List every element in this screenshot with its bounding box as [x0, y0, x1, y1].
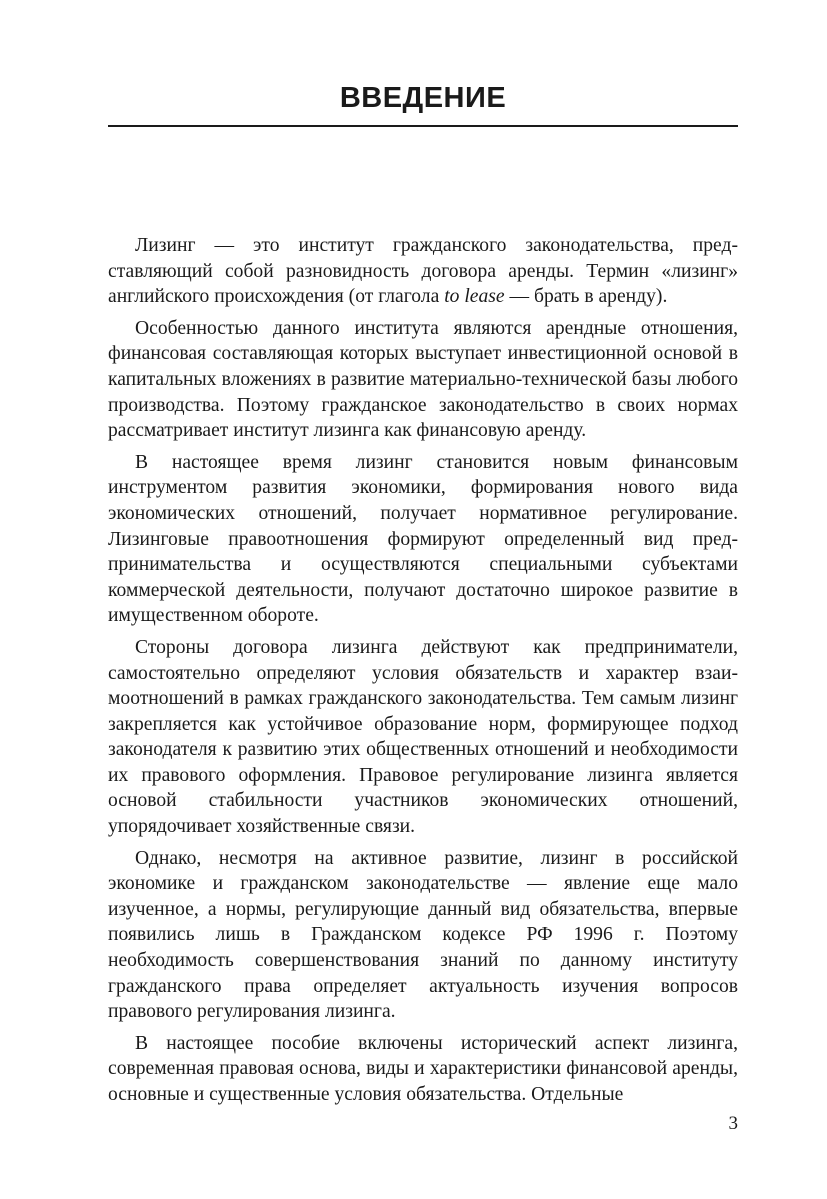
page-number: 3 — [728, 1113, 738, 1134]
paragraph-1-text-before: Лизинг — это институт гражданского законодательства, представляющий собой разновидность договора аренды. Термин «лизинг» английского происхождения (от глагола — [108, 235, 738, 308]
title-underline — [108, 125, 738, 127]
paragraph-6: В настоящее пособие включены исторический аспект лизинга, современная правовая основа, виды и характеристики финансовой аренды, основные и существенные условия обязательства. Отдельные — [108, 1032, 738, 1105]
body-text — [108, 233, 738, 1114]
paragraph-1-italic-term: to lease — [444, 286, 505, 308]
paragraph-2: Особенностью данного института являются арендные отношения, финансовая составляющая которых выступает инвестиционной основой в капитальных вложениях в развитие материально-технической базы любого производства. Поэтому гражданское законодательство в своих нормах рассматривает институт лизинга как финансовую аренду. — [108, 317, 738, 442]
page-title: ВВЕДЕНИЕ — [339, 82, 507, 114]
paragraph-1 — [108, 233, 738, 310]
paragraph-3: В настоящее время лизинг становится новым финансовым инструментом развития экономики, формирования нового вида экономических отношений, получает нормативное регулирование. Лизинговые правоотношения формируют определенный вид предпринимательства и осуществляются специальными субъектами коммерческой деятельности, получают достаточно широкое развитие в имущественном обороте. — [108, 451, 738, 627]
paragraph-4: Стороны договора лизинга действуют как предприниматели, самостоятельно определяют условия обязательств и характер взаимоотношений в рамках гражданского законодательства. Тем самым лизинг закрепляется как устойчивое образование норм, формирующее подход законодателя к развитию этих общественных отношений и необходимости их правового оформления. Правовое регулирование лизинга является основой стабильности участников экономических отношений, упорядочивает хозяйственные связи. — [108, 636, 738, 838]
paragraph-1-text-after: — брать в аренду). — [504, 286, 668, 308]
paragraph-5: Однако, несмотря на активное развитие, лизинг в российской экономике и гражданском законодательстве — явление еще мало изученное, а нормы, регулирующие данный вид обязательства, впервые появились лишь в Гражданском кодексе РФ 1996 г. Поэтому необходимость совершенствования знаний по данному институту гражданского права определяет актуальность изучения вопросов правового регулирования лизинга. — [108, 847, 738, 1023]
